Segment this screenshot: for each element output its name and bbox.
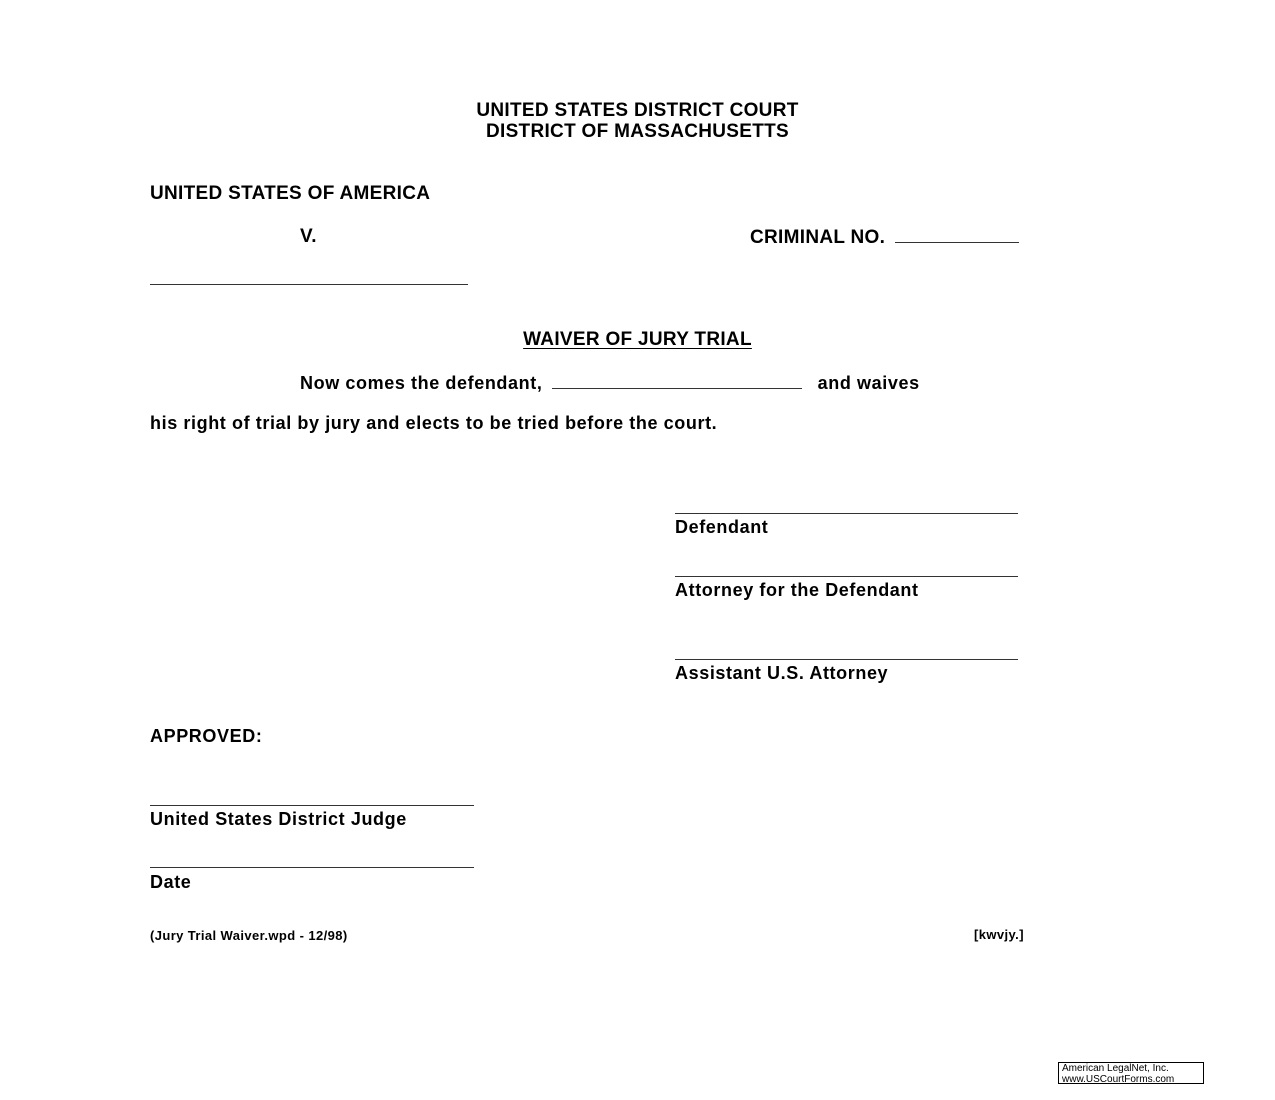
defendant-name-line[interactable] xyxy=(150,284,468,285)
publisher-url: www.USCourtForms.com xyxy=(1062,1074,1175,1085)
ausa-signature-label: Assistant U.S. Attorney xyxy=(675,663,889,683)
date-line[interactable] xyxy=(150,867,474,868)
attorney-signature-label: Attorney for the Defendant xyxy=(675,580,919,600)
attorney-signature-line[interactable] xyxy=(675,576,1018,577)
footer-filename: (Jury Trial Waiver.wpd - 12/98) xyxy=(150,928,348,943)
court-name: UNITED STATES DISTRICT COURT xyxy=(476,100,799,121)
versus-label: V. xyxy=(300,226,317,247)
footer-code: [kwvjy.] xyxy=(974,927,1024,942)
judge-signature-label: United States District Judge xyxy=(150,809,407,829)
defendant-signature-label: Defendant xyxy=(675,517,769,537)
body-text-part2: and waives xyxy=(817,373,920,393)
body-line-2: his right of trial by jury and elects to be tried before the court. xyxy=(150,413,718,433)
district-name: DISTRICT OF MASSACHUSETTS xyxy=(485,121,790,142)
defendant-signature-line[interactable] xyxy=(675,513,1018,514)
body-line-1 xyxy=(300,372,920,394)
date-label: Date xyxy=(150,872,192,892)
publisher-stamp xyxy=(1058,1062,1204,1084)
criminal-no-field[interactable] xyxy=(895,226,1019,243)
ausa-signature-line[interactable] xyxy=(675,659,1018,660)
document-title: WAIVER OF JURY TRIAL xyxy=(523,329,752,350)
plaintiff-name: UNITED STATES OF AMERICA xyxy=(150,183,431,204)
approved-label: APPROVED: xyxy=(150,726,263,746)
criminal-no-row xyxy=(750,226,1019,249)
body-text-part1: Now comes the defendant, xyxy=(300,373,543,393)
judge-signature-line[interactable] xyxy=(150,805,474,806)
criminal-no-label: CRIMINAL NO. xyxy=(750,227,886,248)
publisher-name: American LegalNet, Inc. xyxy=(1062,1063,1169,1074)
defendant-name-blank[interactable] xyxy=(552,372,802,389)
